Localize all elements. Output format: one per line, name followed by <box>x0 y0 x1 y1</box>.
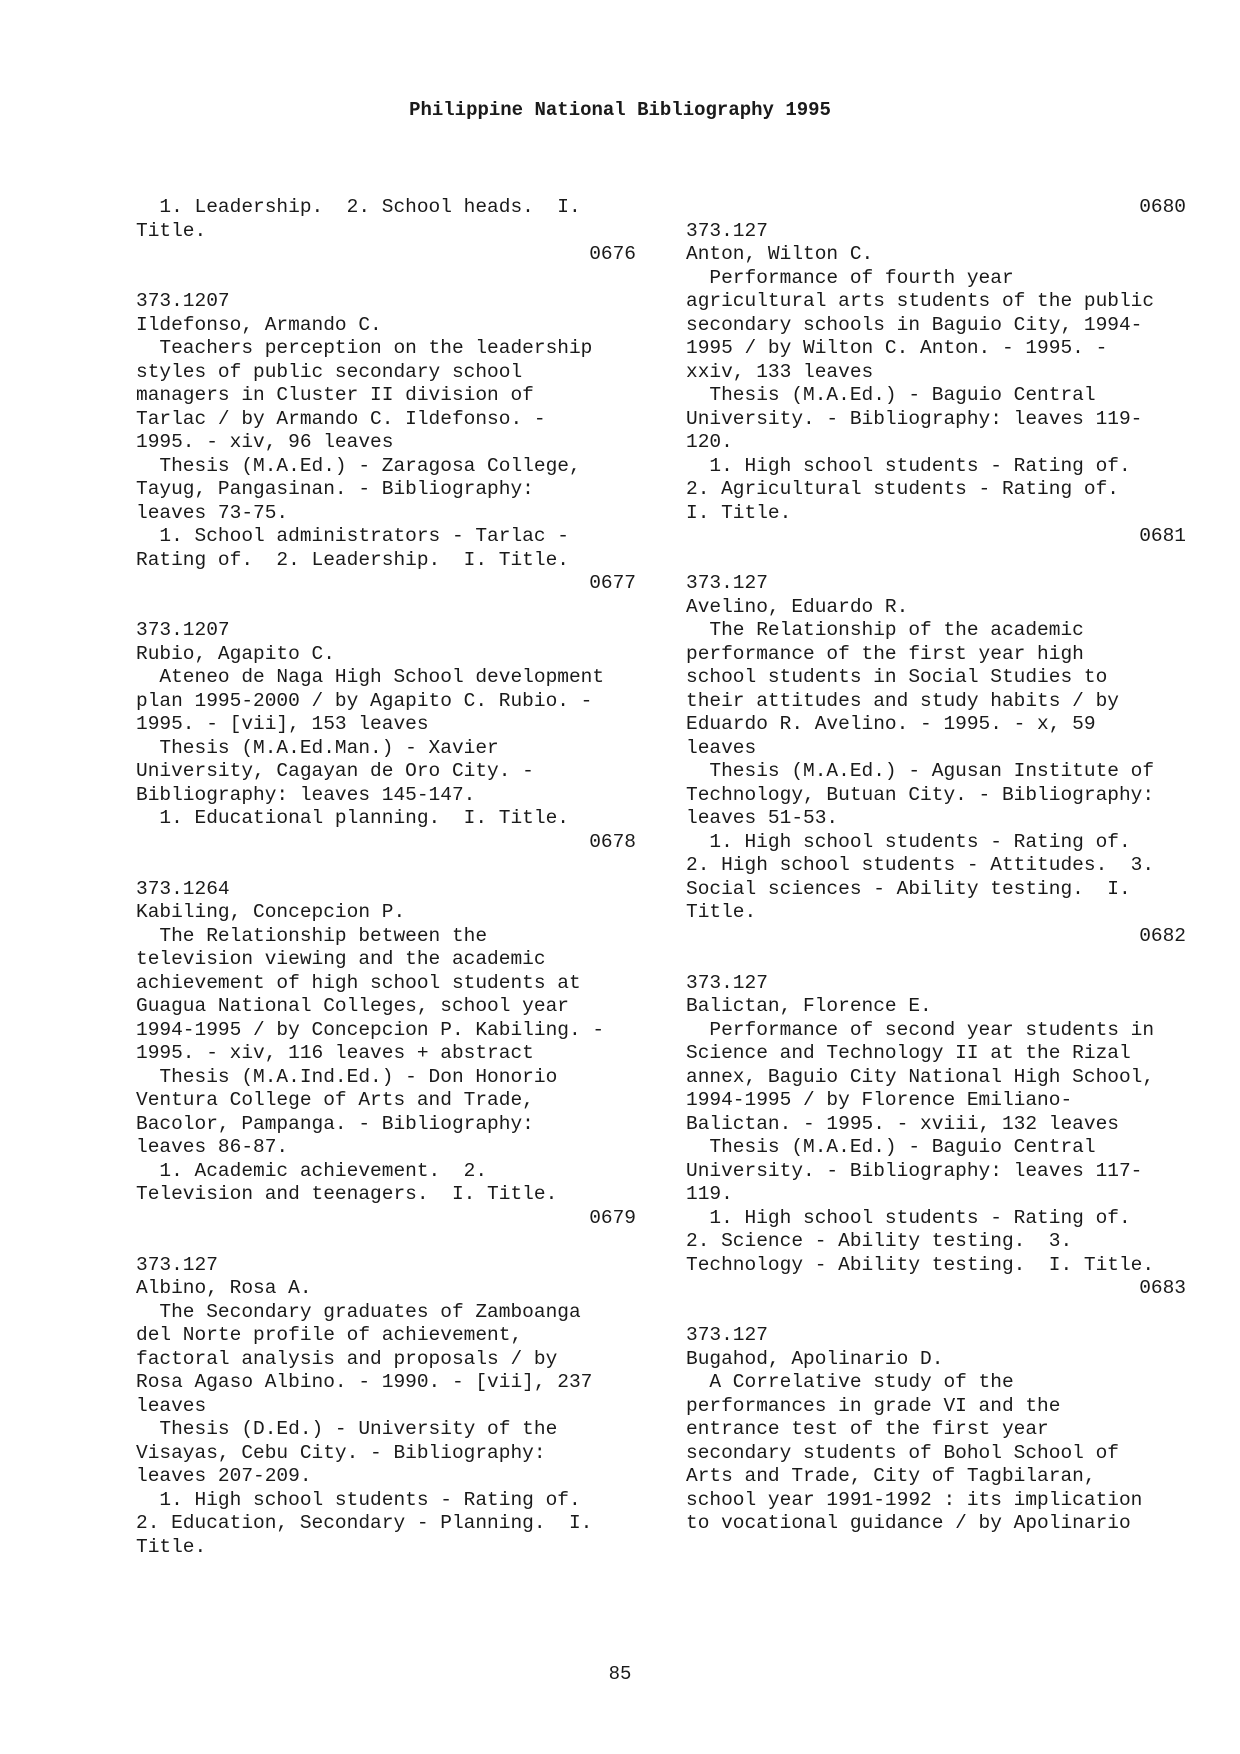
entry-line: Albino, Rosa A. <box>136 1277 312 1299</box>
blank-line <box>686 948 1186 972</box>
entry-line: annex, Baguio City National High School, <box>686 1065 1155 1088</box>
entry-number: 0683 <box>1139 1277 1186 1299</box>
entry-number: 0677 <box>589 572 636 594</box>
entry-line: leaves 207-209. <box>136 1465 312 1487</box>
entry-line: University. - Bibliography: leaves 117- <box>686 1159 1143 1182</box>
blank-line <box>136 854 636 878</box>
entry-line: school year 1991-1992 : its implication <box>686 1488 1143 1511</box>
entry-line: 1994-1995 / by Concepcion P. Kabiling. - <box>136 1018 605 1041</box>
entry-line: television viewing and the academic <box>136 948 546 970</box>
entry-number: 0679 <box>589 1206 636 1229</box>
entry-line: Kabiling, Concepcion P. <box>136 901 406 923</box>
entry-line: 373.1207 <box>136 619 230 641</box>
entry-line: Guagua National Colleges, school year <box>136 995 569 1017</box>
entry-line: Thesis (M.A.Ed.) - Zaragosa College, <box>136 454 581 477</box>
entry-number: 0680 <box>1139 196 1186 218</box>
entry-line: A Correlative study of the <box>686 1371 1014 1393</box>
entry-line: Balictan, Florence E. <box>686 995 932 1017</box>
entry-line: Title. <box>686 901 757 923</box>
entry-line: The Secondary graduates of Zamboanga <box>136 1300 581 1323</box>
entry-line: leaves 86-87. <box>136 1136 289 1158</box>
entry-line: Technology - Ability testing. I. Title. <box>686 1253 1155 1276</box>
entry-line: entrance test of the first year <box>686 1418 1049 1440</box>
entry-line: Balictan. - 1995. - xviii, 132 leaves <box>686 1112 1119 1135</box>
entry-line: secondary schools in Baguio City, 1994- <box>686 313 1143 336</box>
entry-line: del Norte profile of achievement, <box>136 1324 523 1346</box>
entry-line: Thesis (M.A.Ed.) - Agusan Institute of <box>686 760 1155 782</box>
entry-line: 1995. - [vii], 153 leaves <box>136 713 429 735</box>
entry-line: Title. <box>136 1535 207 1558</box>
entry-line: 1995 / by Wilton C. Anton. - 1995. - <box>686 337 1108 359</box>
entry-line: Eduardo R. Avelino. - 1995. - x, 59 <box>686 713 1096 735</box>
entry-line: 1994-1995 / by Florence Emiliano- <box>686 1089 1073 1111</box>
page-number: 85 <box>608 1663 632 1685</box>
entry-line: 2. Education, Secondary - Planning. I. <box>136 1512 593 1534</box>
entry-line: leaves <box>686 736 757 759</box>
entry-line: managers in Cluster II division of <box>136 384 534 406</box>
entry-line: 1. High school students - Rating of. <box>686 1206 1131 1229</box>
entry-line: leaves <box>136 1394 207 1417</box>
entry-line: Tarlac / by Armando C. Ildefonso. - <box>136 407 546 430</box>
entry-line: Science and Technology II at the Rizal <box>686 1042 1131 1064</box>
entry-line: Bibliography: leaves 145-147. <box>136 783 476 806</box>
entry-line: factoral analysis and proposals / by <box>136 1347 558 1370</box>
entry-line: Thesis (M.A.Ed.) - Baguio Central <box>686 384 1096 406</box>
entry-line: Rosa Agaso Albino. - 1990. - [vii], 237 <box>136 1371 593 1393</box>
entry-line: 373.127 <box>686 1324 768 1346</box>
entry-line: Thesis (M.A.Ind.Ed.) - Don Honorio <box>136 1065 558 1088</box>
entry-line: 1. Educational planning. I. Title. <box>136 807 569 829</box>
entry-line: 2. Science - Ability testing. 3. <box>686 1230 1073 1252</box>
entry-number: 0676 <box>589 243 636 265</box>
entry-line: The Relationship of the academic <box>686 619 1084 641</box>
entry-line: xxiv, 133 leaves <box>686 360 874 383</box>
entry-line: Ventura College of Arts and Trade, <box>136 1089 534 1111</box>
blank-line <box>686 1301 1186 1325</box>
entry-line: Social sciences - Ability testing. I. <box>686 877 1131 900</box>
entry-line: secondary students of Bohol School of <box>686 1441 1119 1464</box>
entry-line: Teachers perception on the leadership <box>136 337 593 359</box>
blank-line <box>686 549 1186 573</box>
entry-line: 1. School administrators - Tarlac - <box>136 525 569 547</box>
entry-line: performances in grade VI and the <box>686 1394 1061 1417</box>
entry-number: 0678 <box>589 830 636 853</box>
entry-line: plan 1995-2000 / by Agapito C. Rubio. - <box>136 689 593 712</box>
entry-line: Television and teenagers. I. Title. <box>136 1183 558 1205</box>
blank-line <box>136 596 636 620</box>
right-column <box>686 196 1186 1536</box>
entry-line: 120. <box>686 431 733 453</box>
entry-line: 373.127 <box>686 971 768 994</box>
entry-line: achievement of high school students at <box>136 971 581 994</box>
entry-line: Thesis (M.A.Ed.Man.) - Xavier <box>136 736 499 759</box>
entry-line: Rating of. 2. Leadership. I. Title. <box>136 548 569 571</box>
entry-line: 373.1264 <box>136 877 230 900</box>
entry-line: Tayug, Pangasinan. - Bibliography: <box>136 478 534 500</box>
entry-line: Ildefonso, Armando C. <box>136 313 382 336</box>
entry-line: Performance of fourth year <box>686 266 1014 289</box>
entry-line: Thesis (M.A.Ed.) - Baguio Central <box>686 1136 1096 1158</box>
entry-line: 1995. - xiv, 96 leaves <box>136 431 394 453</box>
entry-line: 373.127 <box>136 1253 218 1276</box>
entry-line: Arts and Trade, City of Tagbilaran, <box>686 1465 1096 1487</box>
entry-line: school students in Social Studies to <box>686 666 1108 688</box>
entry-line: 1. Academic achievement. 2. <box>136 1159 488 1182</box>
entry-line: 1. High school students - Rating of. <box>136 1488 581 1511</box>
entry-line: 1. High school students - Rating of. <box>686 830 1131 853</box>
entry-line: Performance of second year students in <box>686 1018 1155 1041</box>
entry-line: agricultural arts students of the public <box>686 290 1155 312</box>
entry-line: leaves 73-75. <box>136 501 289 524</box>
entry-line: Rubio, Agapito C. <box>136 642 335 665</box>
entry-line: I. Title. <box>686 501 792 524</box>
entry-line: Bacolor, Pampanga. - Bibliography: <box>136 1112 534 1135</box>
entry-line: University. - Bibliography: leaves 119- <box>686 407 1143 430</box>
entry-line: Title. <box>136 219 207 242</box>
entry-line: Bugahod, Apolinario D. <box>686 1347 944 1370</box>
left-column <box>136 196 636 1559</box>
blank-line <box>136 267 636 291</box>
entry-line: performance of the first year high <box>686 642 1084 665</box>
entry-line: to vocational guidance / by Apolinario <box>686 1512 1131 1534</box>
entry-line: 373.127 <box>686 219 768 242</box>
entry-line: their attitudes and study habits / by <box>686 689 1119 712</box>
entry-line: Avelino, Eduardo R. <box>686 595 909 618</box>
entry-line: Visayas, Cebu City. - Bibliography: <box>136 1441 546 1464</box>
page-title: Philippine National Bibliography 1995 <box>409 99 831 121</box>
entry-line: Technology, Butuan City. - Bibliography: <box>686 783 1155 806</box>
entry-line: 1995. - xiv, 116 leaves + abstract <box>136 1042 534 1064</box>
entry-line: leaves 51-53. <box>686 807 839 829</box>
blank-line <box>136 1230 636 1254</box>
entry-line: 2. Agricultural students - Rating of. <box>686 478 1119 500</box>
entry-line: The Relationship between the <box>136 924 488 947</box>
entry-line: Ateneo de Naga High School development <box>136 666 605 688</box>
entry-line: Thesis (D.Ed.) - University of the <box>136 1418 558 1440</box>
entry-number: 0682 <box>1139 924 1186 947</box>
entry-line: 119. <box>686 1183 733 1205</box>
entry-line: 373.127 <box>686 572 768 594</box>
entry-line: University, Cagayan de Oro City. - <box>136 760 534 782</box>
entry-number: 0681 <box>1139 525 1186 547</box>
entry-line: 2. High school students - Attitudes. 3. <box>686 854 1155 876</box>
entry-line: 1. High school students - Rating of. <box>686 454 1131 477</box>
entry-line: styles of public secondary school <box>136 360 523 383</box>
entry-line: Anton, Wilton C. <box>686 243 874 265</box>
entry-line: 1. Leadership. 2. School heads. I. <box>136 196 581 218</box>
entry-line: 373.1207 <box>136 290 230 312</box>
